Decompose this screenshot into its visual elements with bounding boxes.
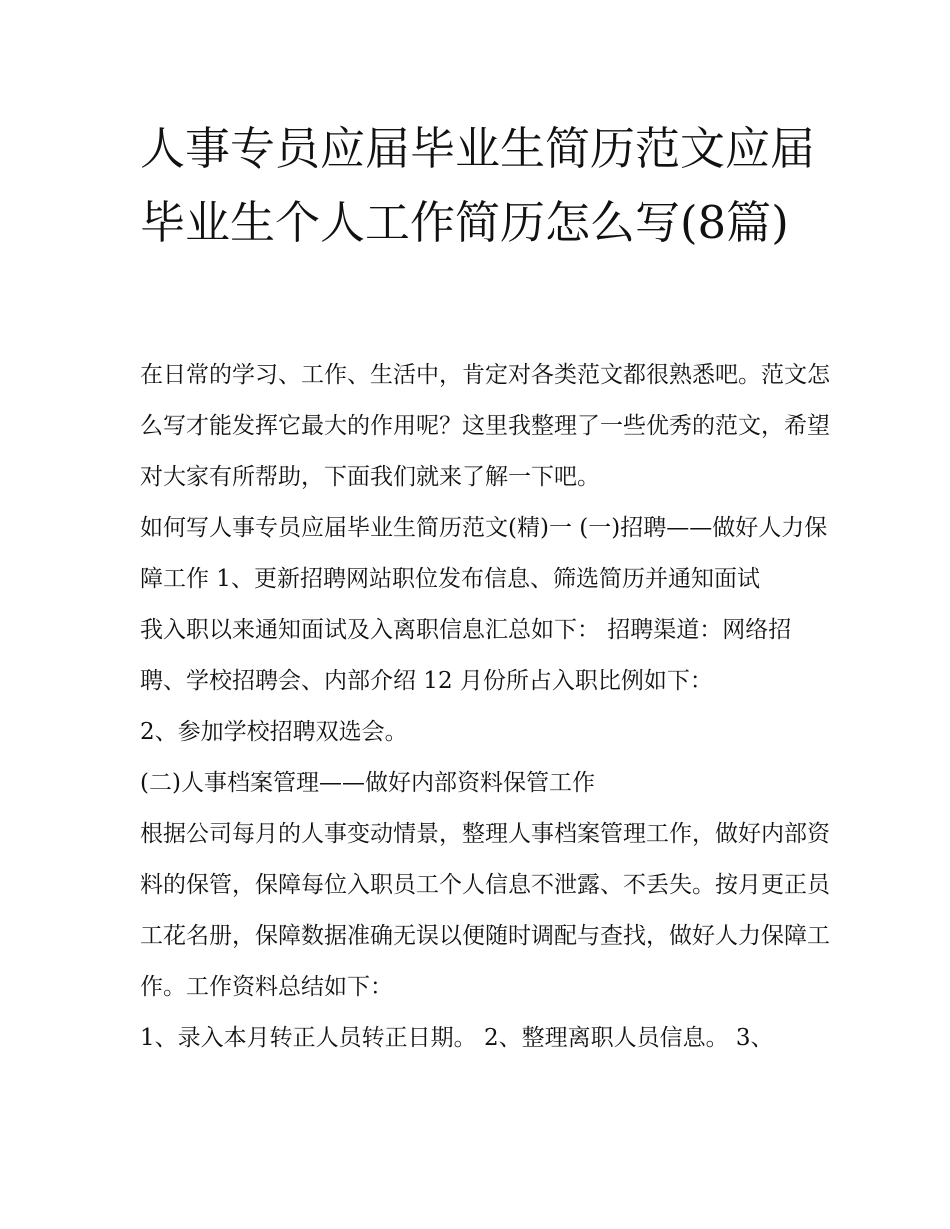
paragraph-task-list: 1、录入本月转正人员转正日期。 2、整理离职人员信息。 3、 — [140, 1025, 774, 1051]
paragraph-job-fair: 2、参加学校招聘双选会。 — [140, 719, 408, 745]
paragraph-onboarding-summary: 我入职以来通知面试及入离职信息汇总如下： 招聘渠道：网络招聘、学校招聘会、内部介绍 12 月份所占入职比例如下： — [140, 617, 792, 694]
document-title: 人事专员应届毕业生简历范文应届毕业生个人工作简历怎么写(8篇) — [140, 122, 816, 249]
paragraph-intro: 在日常的学习、工作、生活中，肯定对各类范文都很熟悉吧。范文怎么写才能发挥它最大的作用呢？这里我整理了一些优秀的范文，希望对大家有所帮助，下面我们就来了解一下吧。 — [140, 362, 830, 490]
paragraph-archive-management: 根据公司每月的人事变动情景，整理人事档案管理工作，做好内部资料的保管，保障每位入职员工个人信息不泄露、不丢失。按月更正员工花名册，保障数据准确无误以便随时调配与查找，做好人力保障工作。工作资料总结如下： — [140, 821, 830, 1000]
paragraph-archive-heading: (二)人事档案管理——做好内部资料保管工作 — [140, 770, 595, 796]
paragraph-recruitment: 如何写人事专员应届毕业生简历范文(精)一 (一)招聘——做好人力保障工作 1、更新招聘网站职位发布信息、筛选简历并通知面试 — [140, 515, 828, 592]
document-body — [140, 350, 830, 1064]
